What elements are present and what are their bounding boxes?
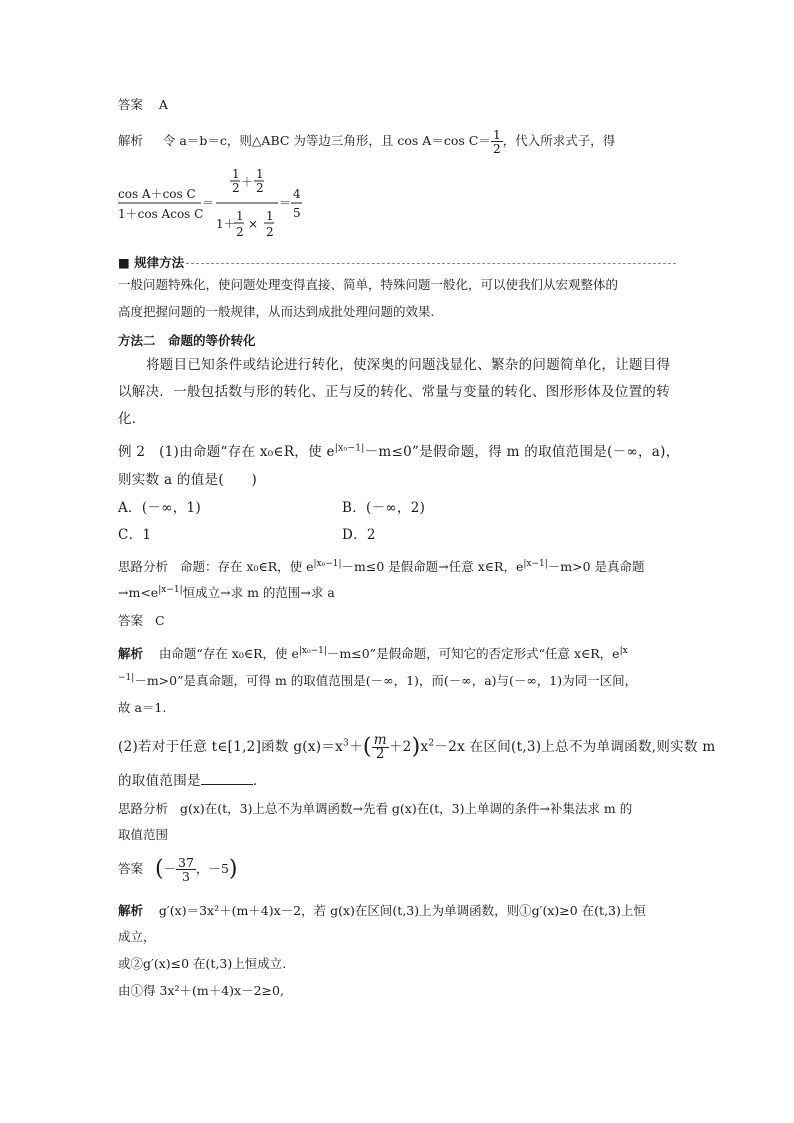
solution-3-line-2: 成立，: [118, 929, 156, 944]
question-2-line-1: (2)若对于任意 t∈[1,2]函数 $g(x)=x^3+$( $\frac{m}{2}$ $+2)x^2-2x$ 在区间(t,3)上总不为单调函数,则实数 m: [118, 732, 716, 762]
answer-label: 答案: [118, 97, 144, 112]
svg-text:2: 2: [266, 225, 274, 239]
solution-2-line-3: 故 a＝1.: [118, 700, 167, 715]
solution-text: 令 a＝b＝c，则△ABC 为等边三角形，且 cos A＝cos C＝: [162, 133, 491, 148]
method-2-title: 方法二 命题的等价转化: [118, 333, 256, 348]
example-2-line-2: 则实数 a 的值是( ): [118, 472, 258, 488]
eq-sign-1: ＝: [202, 196, 215, 210]
method-divider: [186, 263, 676, 264]
formula-svg: [118, 166, 318, 246]
think-label: 思路分析: [118, 559, 169, 574]
think-2-line-2: 取值范围: [118, 827, 169, 842]
lhs-denominator: 1＋cos Acos C: [118, 207, 204, 221]
formula-1: [118, 166, 318, 249]
svg-text:2: 2: [256, 181, 264, 195]
solution-3-line-4: 由①得 3x²＋(m＋4)x－2≥0,: [118, 983, 284, 998]
solution-2-line-1: 解析 由命题“存在 x₀∈R，使 $e^{|x_0-1|}-m\le 0$”是假命题，可知它的否定形式“任意 x∈R，$e^{|x}$: [118, 645, 628, 661]
paragraph-line-1: 将题目已知条件或结论进行转化，使深奥的问题浅显化、繁杂的问题简单化，让题目得: [146, 357, 671, 373]
fraction-half: $\frac{1}{2}$: [492, 127, 501, 156]
svg-text:1: 1: [236, 209, 244, 223]
eq-sign-2: ＝: [279, 196, 292, 210]
answer-blank[interactable]: [201, 772, 253, 785]
option-a: A．(－∞，1): [118, 500, 202, 516]
lhs-numerator: cos A＋cos C: [118, 187, 196, 201]
think-line-2: $\to m<e^{|x-1|}$恒成立→求 m 的范围→求 a: [118, 584, 335, 600]
svg-text:1: 1: [266, 209, 274, 223]
answer-line-1: [118, 96, 168, 114]
svg-text:×: ×: [248, 217, 259, 231]
method-line-1: 一般问题特殊化，使问题处理变得直接、简单，特殊问题一般化，可以使我们从宏观整体的: [118, 277, 619, 292]
question-2-line-2: 的取值范围是 ．: [118, 773, 267, 789]
svg-text:＋: ＋: [241, 175, 254, 189]
solution-tail: ，代入所求式子，得: [502, 133, 616, 148]
result-numerator: 4: [293, 187, 301, 201]
result-denominator: 5: [293, 206, 301, 220]
solution-line-1: [118, 128, 615, 155]
solution-3-line-3: 或②g′(x)≤0 在(t,3)上恒成立.: [118, 956, 287, 971]
method-line-2: 高度把握问题的一般规律，从而达到成批处理问题的效果.: [118, 304, 435, 319]
answer-line-2: 答案 C: [118, 613, 165, 628]
option-c: C．1: [118, 527, 152, 543]
paragraph-line-3: 化．: [118, 411, 146, 427]
solution-2-line-2: $^{-1|}$－m>0”是真命题，可得 m 的取值范围是(－∞，1)，而(－∞，a)与(－∞，1)为同一区间，: [118, 672, 638, 688]
svg-text:1: 1: [232, 167, 240, 181]
option-d: D．2: [342, 527, 376, 543]
example-2-line-1: 例 2 (1)由命题“存在 x₀∈R，使 $e^{|x_0-1|}-m\le 0$”是假命题，得 m 的取值范围是(－∞，a)，: [118, 443, 680, 460]
method-box-title: ■ 规律方法: [118, 255, 185, 270]
think-2-line-1: 思路分析 g(x)在(t，3)上总不为单调函数→先看 g(x)在(t，3)上单调的条件→补集法求 m 的: [118, 801, 633, 816]
solution-3-line-1: 解析 g′(x)＝3x²＋(m＋4)x－2，若 g(x)在区间(t,3)上为单调函数，则①g′(x)≥0 在(t,3)上恒: [118, 903, 646, 918]
solution-label: 解析: [118, 133, 144, 148]
svg-text:1＋: 1＋: [216, 217, 236, 231]
think-line-1: 思路分析 命题：存在 x₀∈R，使 $e^{|x_0-1|}-m\le 0$ 是假命题→任意 x∈R，$e^{|x-1|}-m>0$ 是真命题: [118, 558, 645, 574]
paragraph-line-2: 以解决．一般包括数与形的转化、正与反的转化、常量与变量的转化、图形形体及位置的转: [118, 384, 670, 400]
svg-text:2: 2: [232, 181, 240, 195]
svg-text:2: 2: [236, 225, 244, 239]
answer-value: A: [158, 97, 168, 112]
option-b: B．(－∞，2): [342, 500, 426, 516]
svg-text:1: 1: [256, 167, 264, 181]
answer-line-3: 答案 (－ $\frac{37}{3}$ ，－5): [118, 855, 238, 884]
